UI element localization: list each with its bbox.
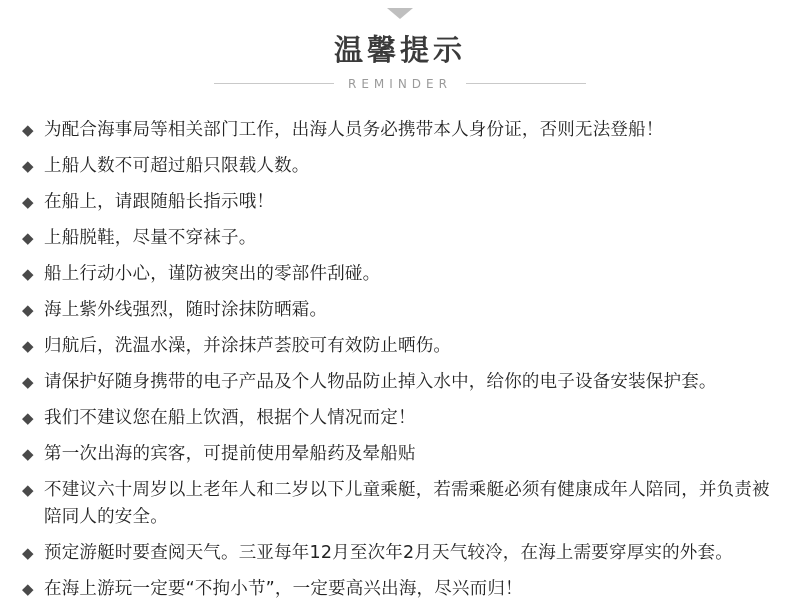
diamond-bullet-icon: ◆	[22, 120, 34, 139]
list-item-text: 我们不建议您在船上饮酒，根据个人情况而定！	[44, 407, 416, 428]
list-item-text: 在海上游玩一定要“不拘小节”，一定要高兴出海，尽兴而归！	[44, 578, 523, 599]
diamond-bullet-icon: ◆	[22, 300, 34, 319]
list-item-text: 在船上，请跟随船长指示哦！	[44, 191, 275, 212]
caret-down-icon	[387, 8, 413, 19]
list-item-text: 上船脱鞋，尽量不穿袜子。	[44, 227, 257, 248]
diamond-bullet-icon: ◆	[22, 372, 34, 391]
divider-right	[466, 83, 586, 84]
list-item	[22, 405, 778, 432]
list-item	[22, 441, 778, 468]
list-item-text: 第一次出海的宾客，可提前使用晕船药及晕船贴	[44, 443, 416, 464]
diamond-bullet-icon: ◆	[22, 228, 34, 247]
list-item-text: 请保护好随身携带的电子产品及个人物品防止掉入水中，给你的电子设备安装保护套。	[44, 371, 717, 392]
list-item	[22, 333, 778, 360]
list-item-text: 不建议六十周岁以上老年人和二岁以下儿童乘艇，若需乘艇必须有健康成年人陪同，并负责被陪同人的安全。	[44, 479, 770, 527]
diamond-bullet-icon: ◆	[22, 156, 34, 175]
list-item	[22, 297, 778, 324]
diamond-bullet-icon: ◆	[22, 264, 34, 283]
page-header	[0, 35, 800, 91]
page-title: 温馨提示	[333, 33, 466, 67]
list-item-text: 海上紫外线强烈，随时涂抹防晒霜。	[44, 299, 328, 320]
diamond-bullet-icon: ◆	[22, 336, 34, 355]
list-item	[22, 189, 778, 216]
list-item	[22, 117, 778, 144]
diamond-bullet-icon: ◆	[22, 543, 34, 562]
diamond-bullet-icon: ◆	[22, 192, 34, 211]
divider-left	[214, 83, 334, 84]
diamond-bullet-icon: ◆	[22, 444, 34, 463]
list-item	[22, 576, 778, 603]
diamond-bullet-icon: ◆	[22, 408, 34, 427]
list-item-text: 归航后，洗温水澡，并涂抹芦荟胶可有效防止晒伤。	[44, 335, 452, 356]
list-item-text: 为配合海事局等相关部门工作，出海人员务必携带本人身份证，否则无法登船！	[44, 119, 664, 140]
list-item	[22, 225, 778, 252]
list-item-text: 上船人数不可超过船只限载人数。	[44, 155, 310, 176]
list-item-text: 预定游艇时要查阅天气。三亚每年12月至次年2月天气较冷，在海上需要穿厚实的外套。	[44, 542, 733, 563]
list-item-text: 船上行动小心，谨防被突出的零部件刮碰。	[44, 263, 381, 284]
list-item	[22, 477, 778, 531]
diamond-bullet-icon: ◆	[22, 480, 34, 499]
reminder-page	[0, 8, 800, 599]
list-item	[22, 261, 778, 288]
reminder-list	[22, 117, 778, 603]
subtitle-row	[0, 77, 800, 91]
diamond-bullet-icon: ◆	[22, 579, 34, 598]
page-subtitle: REMINDER	[348, 76, 452, 91]
list-item	[22, 540, 778, 567]
list-item	[22, 369, 778, 396]
list-item	[22, 153, 778, 180]
